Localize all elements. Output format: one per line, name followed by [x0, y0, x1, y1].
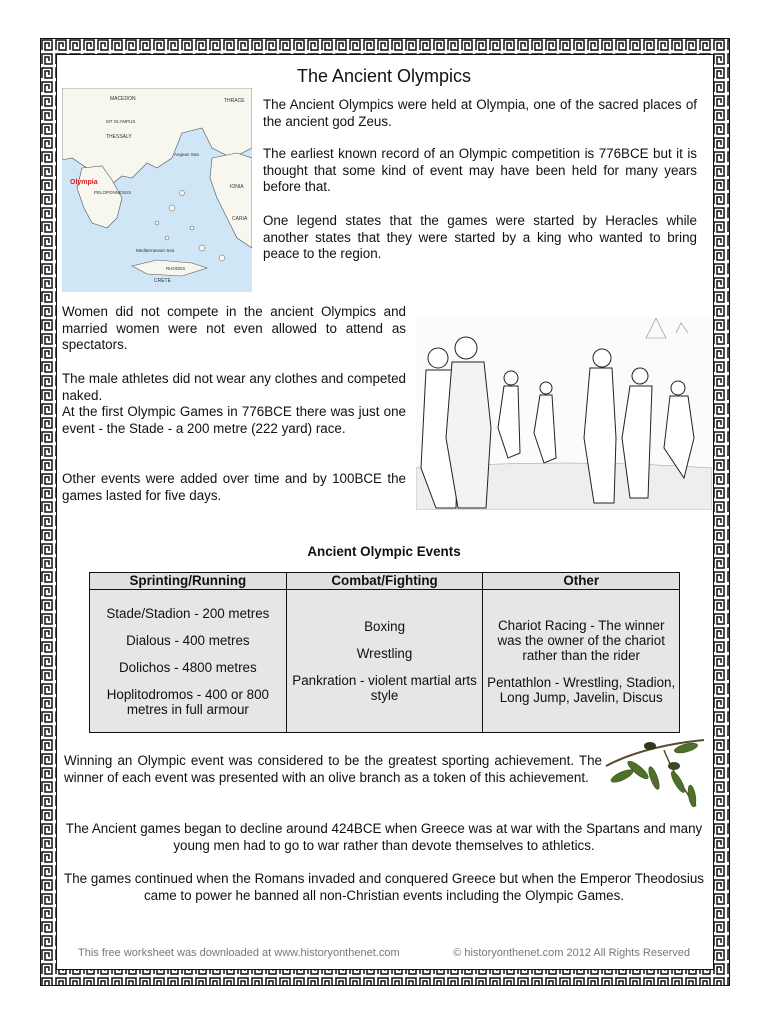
map-label-crete: CRETE: [154, 278, 171, 284]
intro-paragraph: The earliest known record of an Olympic competition is 776BCE but it is thought that some kind of event may have been held for many years before that.: [263, 146, 697, 194]
event-item: Chariot Racing - The winner was the owner of the chariot rather than the rider: [497, 617, 665, 663]
table-header-row: [90, 573, 680, 590]
body-paragraph: Other events were added over time and by 100BCE the games lasted for five days.: [62, 471, 406, 503]
event-item: Boxing: [364, 619, 406, 634]
footer-download-note: This free worksheet was downloaded at www.historyonthenet.com: [78, 947, 400, 959]
table-cell-combat: [286, 590, 483, 733]
table-header: Sprinting/Running: [90, 573, 287, 590]
event-item: Hoplitodromos - 400 or 800 metres in full armour: [106, 686, 269, 717]
map-label-macedon: MACEDON: [110, 96, 136, 102]
map-label-peloponnesus: PELOPONNESUS: [94, 190, 132, 195]
page-title: The Ancient Olympics: [296, 66, 472, 86]
intro-paragraph: One legend states that the games were started by Heracles while another states that they were started by a king who wanted to bring peace to the region.: [263, 213, 697, 261]
footer-copyright: © historyonthenet.com 2012 All Rights Reserved: [453, 947, 690, 959]
closing-paragraph: The Ancient games began to decline around 424BCE when Greece was at war with the Spartans and many young men had to go to war rather than devote themselves to athletics.: [65, 821, 703, 853]
events-title: Ancient Olympic Events: [307, 544, 461, 559]
athletes-illustration: [416, 318, 712, 510]
map-label-ionia: IONIA: [230, 184, 244, 190]
winning-paragraph: Winning an Olympic event was considered to be the greatest sporting achievement. The winner of each event was presented with an olive branch as a token of this achievement.: [64, 753, 602, 785]
body-paragraph: Women did not compete in the ancient Olympics and married women were not even allowed to attend as spectators.: [62, 304, 406, 352]
body-paragraph: The male athletes did not wear any clothes and competed naked.: [62, 371, 406, 403]
map-label-thessaly: THESSALY: [106, 134, 132, 140]
event-item: Dolichos - 4800 metres: [119, 659, 257, 675]
table-cell-sprinting: [90, 590, 287, 733]
intro-paragraph: The Ancient Olympics were held at Olympia, one of the sacred places of the ancient god Zeus.: [263, 97, 697, 129]
table-header: Other: [483, 573, 680, 590]
map-label-caria: CARIA: [232, 216, 248, 222]
map-label-mt-olympus: MT OLYMPUS: [106, 119, 136, 124]
table-row: [90, 590, 680, 733]
map-label-mediterranean-sea: Mediterranean Sea: [136, 248, 175, 253]
event-item: Wrestling: [356, 646, 413, 661]
map-label-rhodes: RHODES: [166, 266, 186, 271]
olive-branch-image: [604, 736, 708, 812]
events-table: [89, 572, 680, 733]
greece-map: [62, 88, 252, 292]
map-label-olympia: Olympia: [70, 179, 98, 186]
map-label-aegean-sea: Aegean Sea: [174, 152, 199, 157]
map-label-thrace: THRACE: [224, 98, 245, 104]
table-header: Combat/Fighting: [286, 573, 483, 590]
table-cell-other: [483, 590, 680, 733]
event-item: Pankration - violent martial arts style: [292, 673, 477, 703]
closing-paragraph: The games continued when the Romans invaded and conquered Greece but when the Emperor Theodosius came to power he banned all non-Christian events including the Olympic Games.: [64, 871, 704, 903]
event-item: Stade/Stadion - 200 metres: [106, 605, 270, 621]
body-paragraph: At the first Olympic Games in 776BCE there was just one event - the Stade - a 200 metre (222 yard) race.: [62, 404, 406, 436]
event-item: Pentathlon - Wrestling, Stadion, Long Jump, Javelin, Discus: [487, 674, 676, 705]
event-item: Dialous - 400 metres: [126, 632, 250, 648]
